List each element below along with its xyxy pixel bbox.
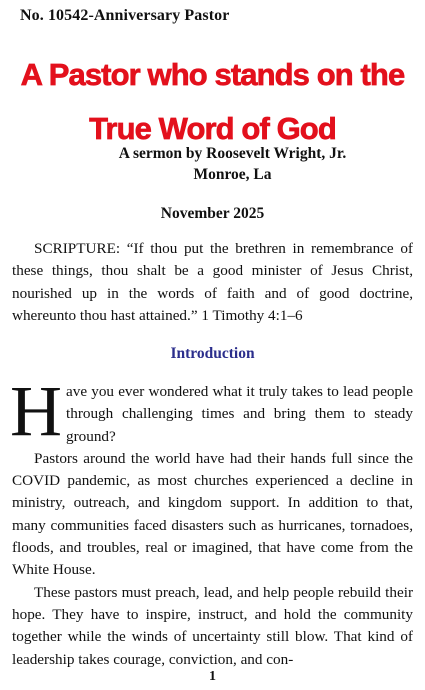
paragraph-text: ave you ever wondered what it truly takes to lead people through challenging times and bring them to steady ground? xyxy=(66,383,413,445)
byline-author: A sermon by Roosevelt Wright, Jr. xyxy=(118,145,347,162)
sermon-date: November 2025 xyxy=(160,205,265,222)
introduction-paragraph-2: Pastors around the world have had their hands full since the COVID pandemic, as most churches experienced a decline in ministry, outreach, and kingdom support. In addition to that, many communities faced disasters such as hurricanes, tornadoes, floods, and troubles, real or imagined, that have come from the White House. xyxy=(12,449,413,579)
scripture-passage: SCRIPTURE: “If thou put the brethren in remembrance of these things, thou shalt be a good minister of Jesus Christ, nourished up in the words of faith and of good doctrine, whereunto thou hast attained.” 1 Timothy 4:1–6 xyxy=(12,240,413,324)
byline-location: Monroe, La xyxy=(193,166,272,183)
drop-cap: H xyxy=(10,371,62,451)
introduction-body xyxy=(10,371,413,671)
document-number: No. 10542-Anniversary Pastor xyxy=(20,7,230,24)
sermon-title-line-1: A Pastor who stands on the xyxy=(20,57,405,92)
introduction-paragraph-1 xyxy=(10,371,413,451)
introduction-heading: Introduction xyxy=(170,345,255,362)
introduction-paragraph-3: These pastors must preach, lead, and help people rebuild their hope. They have to inspire, instruct, and hold the community together while the winds of uncertainty still blow. That kind of leadership takes courage, conviction, and con- xyxy=(12,583,413,668)
page-number: 1 xyxy=(209,669,216,684)
sermon-title-line-2: True Word of God xyxy=(89,111,336,146)
